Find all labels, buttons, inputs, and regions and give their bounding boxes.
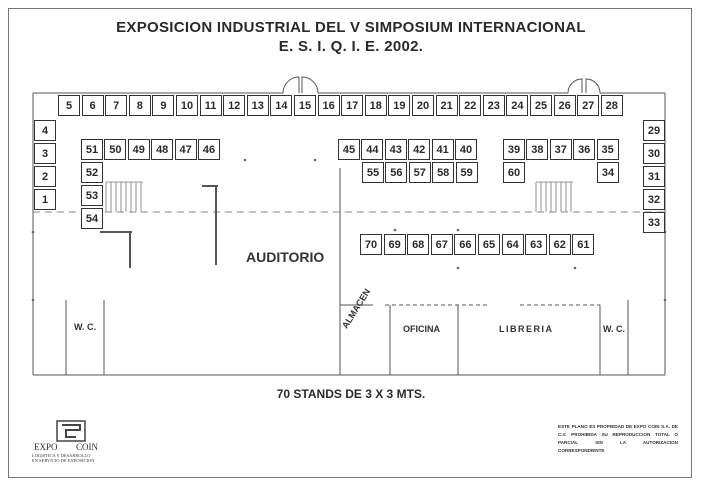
door-right-b <box>586 79 600 93</box>
stand-5[interactable]: 5 <box>58 95 80 116</box>
stand-7[interactable]: 7 <box>105 95 127 116</box>
oficina-label: OFICINA <box>403 324 440 334</box>
logo-name-right: COIN <box>76 442 98 452</box>
stand-14[interactable]: 14 <box>270 95 292 116</box>
stand-70[interactable]: 70 <box>360 234 382 255</box>
stand-41[interactable]: 41 <box>432 139 454 160</box>
stand-18[interactable]: 18 <box>365 95 387 116</box>
stand-20[interactable]: 20 <box>412 95 434 116</box>
auditorio-label: AUDITORIO <box>246 249 325 265</box>
stand-9[interactable]: 9 <box>152 95 174 116</box>
stand-10[interactable]: 10 <box>176 95 198 116</box>
stand-28[interactable]: 28 <box>601 95 623 116</box>
stand-49[interactable]: 49 <box>128 139 150 160</box>
stand-60[interactable]: 60 <box>503 162 525 183</box>
stand-31[interactable]: 31 <box>643 166 665 187</box>
stand-30[interactable]: 30 <box>643 143 665 164</box>
stand-65[interactable]: 65 <box>478 234 500 255</box>
stand-23[interactable]: 23 <box>483 95 505 116</box>
wc-left-label: W. C. <box>74 322 96 332</box>
stand-13[interactable]: 13 <box>247 95 269 116</box>
stand-44[interactable]: 44 <box>361 139 383 160</box>
stand-55[interactable]: 55 <box>362 162 384 183</box>
stand-40[interactable]: 40 <box>455 139 477 160</box>
stand-34[interactable]: 34 <box>597 162 619 183</box>
stand-48[interactable]: 48 <box>151 139 173 160</box>
stand-52[interactable]: 52 <box>81 162 103 183</box>
stand-68[interactable]: 68 <box>407 234 429 255</box>
stand-6[interactable]: 6 <box>82 95 104 116</box>
stand-27[interactable]: 27 <box>577 95 599 116</box>
stand-17[interactable]: 17 <box>341 95 363 116</box>
plan-title-line2: E. S. I. Q. I. E. 2002. <box>278 38 424 55</box>
stand-29[interactable]: 29 <box>643 120 665 141</box>
stand-57[interactable]: 57 <box>409 162 431 183</box>
stand-26[interactable]: 26 <box>554 95 576 116</box>
stand-61[interactable]: 61 <box>572 234 594 255</box>
door-left-b <box>302 77 318 93</box>
stand-50[interactable]: 50 <box>104 139 126 160</box>
stand-46[interactable]: 46 <box>198 139 220 160</box>
logo-name-left: EXPO <box>34 442 58 452</box>
stand-19[interactable]: 19 <box>388 95 410 116</box>
stand-8[interactable]: 8 <box>129 95 151 116</box>
stand-39[interactable]: 39 <box>503 139 525 160</box>
logo-tagline1: LOGISTICA Y DESARROLLO <box>32 453 91 458</box>
door-left <box>283 77 299 93</box>
copyright-note: ESTE PLANO ES PROPIEDAD DE EXPO COIN S.A. DE C.V. PROHIBIDA SU REPRODUCCION TOTAL O PARCIAL SIN LA AUTORIZACION CORRESPONDIENTE <box>558 424 678 453</box>
stand-11[interactable]: 11 <box>200 95 222 116</box>
stand-37[interactable]: 37 <box>550 139 572 160</box>
stand-24[interactable]: 24 <box>506 95 528 116</box>
stand-47[interactable]: 47 <box>175 139 197 160</box>
logo-emblem-icon <box>56 420 86 442</box>
stand-59[interactable]: 59 <box>456 162 478 183</box>
door-right <box>568 79 582 93</box>
stand-51[interactable]: 51 <box>81 139 103 160</box>
plan-title-line1: EXPOSICION INDUSTRIAL DEL V SIMPOSIUM INTERNACIONAL <box>116 19 586 36</box>
expo-coin-logo <box>28 420 118 466</box>
stand-22[interactable]: 22 <box>459 95 481 116</box>
stand-3[interactable]: 3 <box>34 143 56 164</box>
stand-66[interactable]: 66 <box>454 234 476 255</box>
logo-tagline2: EN SERVICIO DE EXPOSICION <box>32 458 95 463</box>
stairs-left <box>106 182 143 212</box>
stand-21[interactable]: 21 <box>436 95 458 116</box>
stand-35[interactable]: 35 <box>597 139 619 160</box>
stand-36[interactable]: 36 <box>573 139 595 160</box>
stand-45[interactable]: 45 <box>338 139 360 160</box>
column-markers <box>32 159 667 302</box>
stand-33[interactable]: 33 <box>643 212 665 233</box>
stand-54[interactable]: 54 <box>81 208 103 229</box>
stand-43[interactable]: 43 <box>385 139 407 160</box>
stand-56[interactable]: 56 <box>385 162 407 183</box>
stand-2[interactable]: 2 <box>34 166 56 187</box>
stand-1[interactable]: 1 <box>34 189 56 210</box>
stand-16[interactable]: 16 <box>318 95 340 116</box>
stand-4[interactable]: 4 <box>34 120 56 141</box>
stand-58[interactable]: 58 <box>432 162 454 183</box>
stand-63[interactable]: 63 <box>525 234 547 255</box>
stand-67[interactable]: 67 <box>431 234 453 255</box>
stand-38[interactable]: 38 <box>526 139 548 160</box>
stand-62[interactable]: 62 <box>549 234 571 255</box>
stand-53[interactable]: 53 <box>81 185 103 206</box>
stands-summary: 70 STANDS DE 3 X 3 MTS. <box>276 387 426 401</box>
stairs-right <box>536 182 573 212</box>
wc-right-label: W. C. <box>603 324 625 334</box>
stand-12[interactable]: 12 <box>223 95 245 116</box>
stand-25[interactable]: 25 <box>530 95 552 116</box>
stand-42[interactable]: 42 <box>408 139 430 160</box>
libreria-label: LIBRERIA <box>499 324 554 334</box>
stand-69[interactable]: 69 <box>384 234 406 255</box>
stand-15[interactable]: 15 <box>294 95 316 116</box>
almacen-label: ALMACEN <box>340 286 373 331</box>
stand-64[interactable]: 64 <box>502 234 524 255</box>
stand-32[interactable]: 32 <box>643 189 665 210</box>
